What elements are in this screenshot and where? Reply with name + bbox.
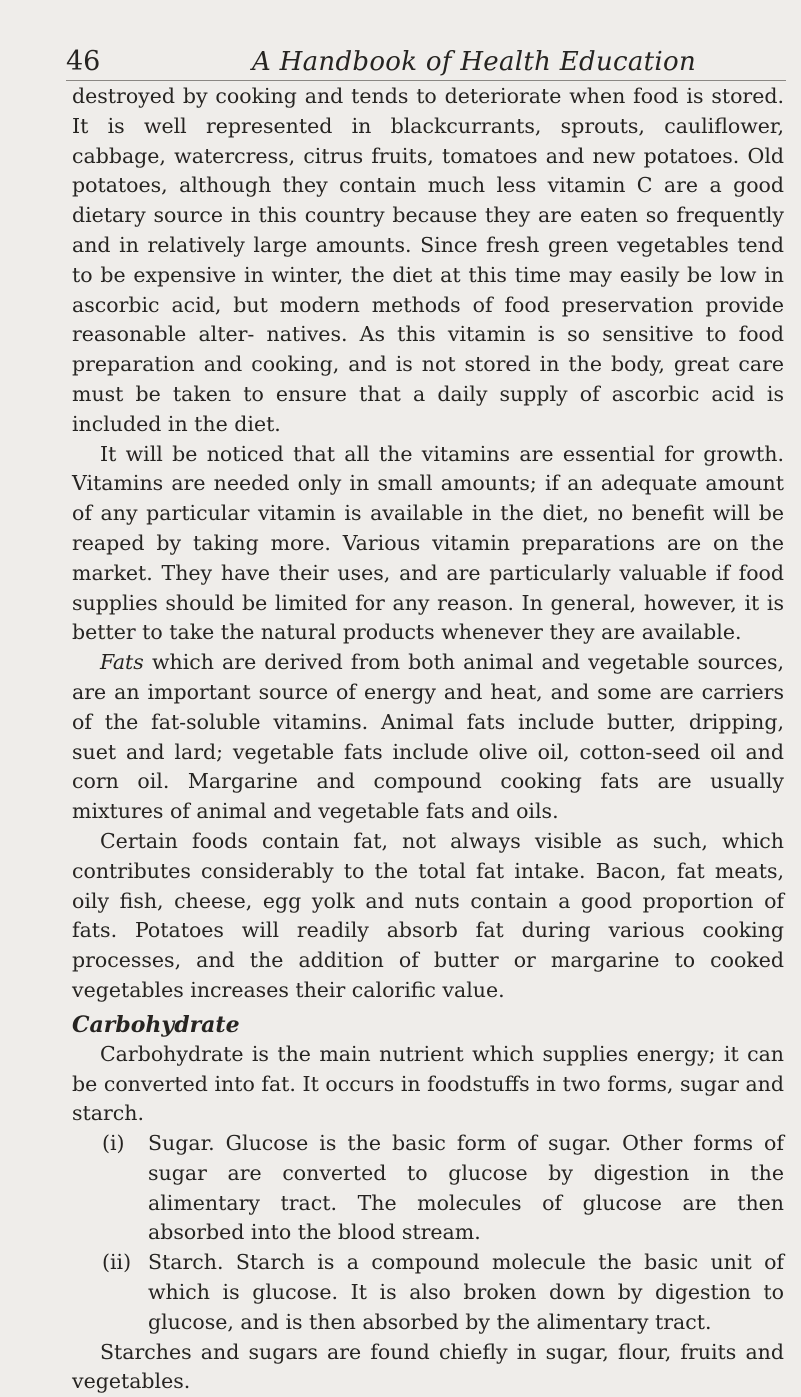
section-heading-carbohydrate: Carbohydrate — [72, 1011, 240, 1038]
paragraph-carbohydrate-intro: Carbohydrate is the main nutrient which supplies energy; it can be converted into fat. It occurs in foodstuffs in two forms, sugar and starch. — [72, 1041, 784, 1126]
paragraph-hidden-fats: Certain foods contain fat, not always visible as such, which contributes considerably to the total fat intake. Bacon, fat meats, oily fish, cheese, egg yolk and nuts contain a good proportion of fats. Potatoes will readily absorb fat during various cooking processes, and the addition of butter or margarine to cooked vegetables increases their calorific value. — [72, 828, 784, 1002]
list-item-starch — [102, 1248, 784, 1337]
book-title: A Handbook of Health Education — [252, 47, 697, 77]
header-rule — [66, 80, 786, 81]
paragraph-fats — [72, 648, 784, 827]
paragraph-carbohydrate-sources: Starches and sugars are found chiefly in sugar, flour, fruits and vegetables. — [72, 1339, 784, 1394]
paragraph-vitamin-c: destroyed by cooking and tends to deteriorate when food is stored. It is well represented in blackcurrants, sprouts, cauliflower, cabbage, watercress, citrus fruits, tomatoes and new potatoes. Old potatoes, although they contain much less vitamin C are a good dietary source in this country because they are eaten so frequently and in relatively large amounts. Since fresh green vegetables tend to be expensive in winter, the diet at this time may easily be low in ascorbic acid, but modern methods of food preservation provide reasonable alter- natives. As this vitamin is so sensitive to food preparation and cooking, and is not stored in the body, great care must be taken to ensure that a daily supply of ascorbic acid is included in the diet. — [72, 84, 784, 436]
running-head — [66, 46, 766, 80]
list-item-text: Sugar. Glucose is the basic form of sugar. Other forms of sugar are converted to glucose by digestion in the alimentary tract. The molecules of glucose are then absorbed into the blood stream. — [148, 1131, 784, 1245]
list-item-sugar — [102, 1129, 784, 1248]
paragraph-vitamins-growth: It will be noticed that all the vitamins are essential for growth. Vitamins are needed only in small amounts; if an adequate amount of any particular vitamin is available in the diet, no benefit will be reaped by taking more. Various vitamin preparations are on the market. They have their uses, and are particularly valuable if food supplies should be limited for any reason. In general, however, it is better to take the natural products whenever they are available. — [72, 441, 784, 645]
fats-run-in-heading: Fats — [100, 650, 144, 675]
page-number: 46 — [66, 46, 101, 77]
list-item-text: Starch. Starch is a compound molecule the basic unit of which is glucose. It is also broken down by digestion to glucose, and is then absorbed by the alimentary tract. — [148, 1250, 784, 1334]
list-item-label: (ii) — [102, 1250, 132, 1275]
list-item-label: (i) — [102, 1131, 125, 1156]
body-text — [72, 82, 784, 1397]
fats-paragraph-text: which are derived from both animal and vegetable sources, are an important source of energy and heat, and some are carriers of the fat-soluble vitamins. Animal fats include butter, dripping, suet and lard; vegetable fats include olive oil, cotton-seed oil and corn oil. Margarine and compound cooking fats are usually mixtures of animal and vegetable fats and oils. — [72, 650, 784, 824]
